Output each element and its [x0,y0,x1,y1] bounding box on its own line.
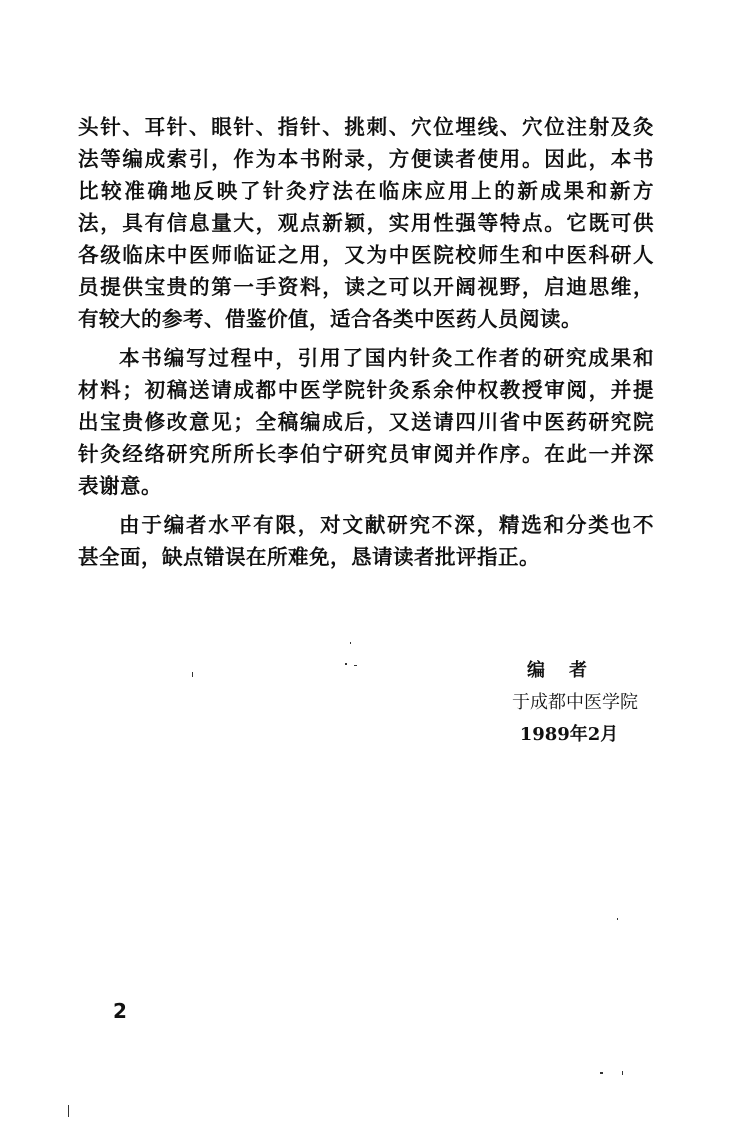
scan-artifact [350,642,351,644]
page-number: 2 [113,999,127,1023]
signature-place: 于成都中医学院 [512,692,638,713]
text-line: 有较大的参考、借鉴价值，适合各类中医药人员阅读。 [78,307,582,331]
text-line: 针灸经络研究所所长李伯宁研究员审阅并作序。在此一并深 [78,442,654,466]
signature-date: 1989年2月 [519,724,619,745]
signature-role: 编者 [527,660,611,681]
text-line: 材料；初稿送请成都中医学院针灸系余仲权教授审阅，并提 [78,378,654,402]
text-line: 员提供宝贵的第一手资料，读之可以开阔视野，启迪思维， [78,275,654,299]
scan-artifact [68,1105,69,1117]
paragraph-2 [78,342,654,502]
text-line: 比较准确地反映了针灸疗法在临床应用上的新成果和新方 [78,179,654,203]
paragraph-gap [78,335,654,342]
paragraph-1 [78,111,654,335]
preface-body [78,111,654,573]
text-line: 本书编写过程中，引用了国内针灸工作者的研究成果和 [119,346,654,370]
text-line: 甚全面，缺点错误在所难免，恳请读者批评指正。 [78,545,540,569]
text-line: 出宝贵修改意见；全稿编成后，又送请四川省中医药研究院 [78,410,654,434]
paragraph-gap [78,502,654,509]
text-line: 表谢意。 [78,474,162,498]
text-line: 由于编者水平有限，对文献研究不深，精选和分类也不 [119,513,654,537]
text-line: 法等编成索引，作为本书附录，方便读者使用。因此，本书 [78,147,654,171]
text-line: 法，具有信息量大，观点新颖，实用性强等特点。它既可供 [78,211,654,235]
text-line: 头针、耳针、眼针、指针、挑刺、穴位埋线、穴位注射及灸 [78,115,654,139]
author-signature [512,655,638,751]
text-line: 各级临床中医师临证之用，又为中医院校师生和中医科研人 [78,243,654,267]
scan-artifact [345,663,347,665]
scan-artifact [600,1072,603,1074]
scan-artifact [617,918,618,920]
scan-artifact [622,1071,623,1075]
scan-artifact [354,665,357,666]
paragraph-3 [78,509,654,573]
scan-artifact [192,672,193,677]
